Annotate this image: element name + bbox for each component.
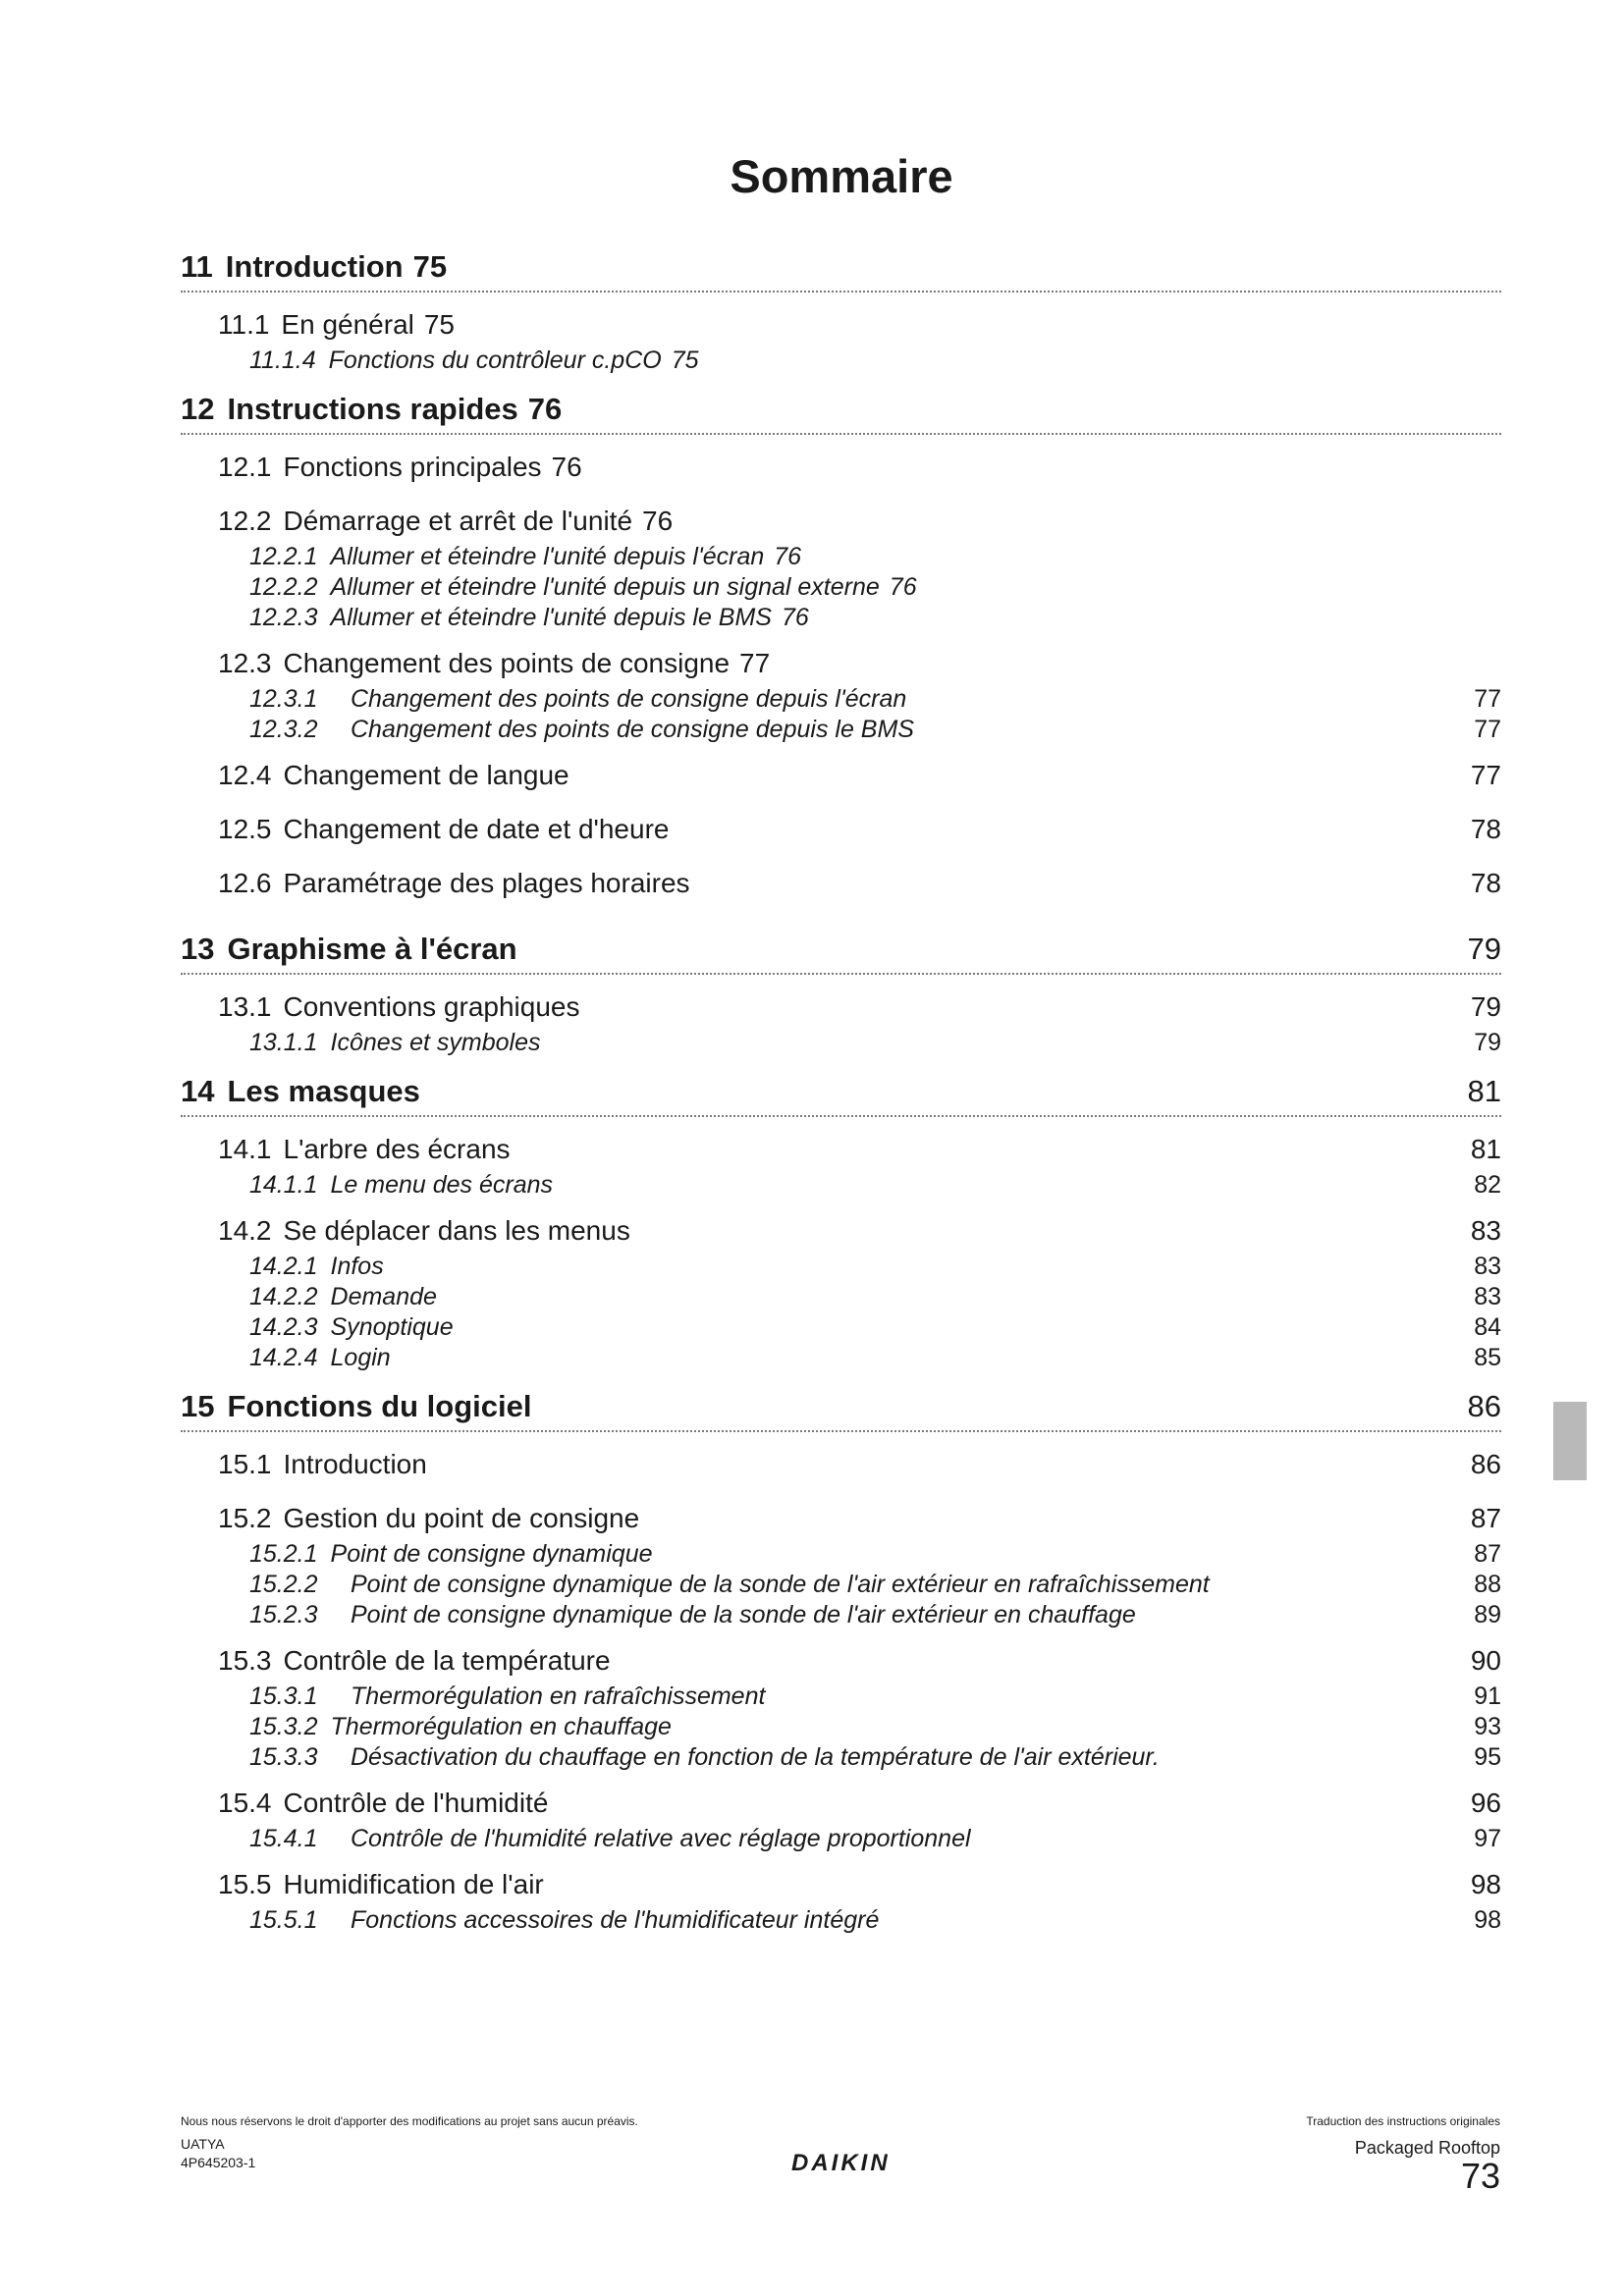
- chapter-number: 15: [181, 1389, 215, 1423]
- subsection-page-number: 87: [1474, 1540, 1501, 1568]
- subsection-entry: [181, 1170, 1501, 1201]
- section-entry: [181, 447, 1501, 488]
- chapter-title: Instructions rapides: [227, 392, 518, 426]
- subsection-number: 15.3.2: [249, 1713, 318, 1740]
- subsection-title: Changement des points de consigne depuis l'écran: [351, 685, 907, 713]
- subsection-page-number: 97: [1474, 1825, 1501, 1852]
- subsection-number: 15.4.1: [249, 1825, 318, 1852]
- footer-notice: Nous nous réservons le droit d'apporter des modifications au projet sans aucun préavis.: [181, 2114, 638, 2128]
- subsection-title: Fonctions accessoires de l'humidificateur intégré: [351, 1906, 880, 1934]
- section-page-number: 86: [1470, 1449, 1501, 1479]
- subsection-entry: [181, 1570, 1501, 1600]
- subsection-page-number: 93: [1474, 1713, 1501, 1740]
- subsection-number: 14.2.2: [249, 1283, 318, 1310]
- section-entry: [181, 304, 1501, 346]
- chapter-number: 11: [181, 249, 213, 284]
- chapter-title: Fonctions du logiciel: [227, 1389, 532, 1423]
- section-number: 13.1: [218, 991, 272, 1022]
- section-page-number: 98: [1470, 1869, 1501, 1899]
- subsection-number: 15.5.1: [249, 1906, 318, 1934]
- section-title: Changement de langue: [283, 760, 569, 790]
- subsection-title: Icônes et symboles: [330, 1029, 541, 1056]
- subsection-page-number: 83: [1474, 1253, 1501, 1280]
- section-title: Changement de date et d'heure: [283, 814, 670, 844]
- chapter-entry: [181, 243, 1501, 293]
- chapter-entry: [181, 926, 1501, 975]
- subsection-page-number: 79: [1474, 1029, 1501, 1056]
- subsection-entry: [181, 1682, 1501, 1712]
- subsection-title: Synoptique: [330, 1313, 454, 1341]
- chapter-title: Les masques: [227, 1074, 420, 1108]
- subsection-entry: [181, 1312, 1501, 1343]
- section-title: Paramétrage des plages horaires: [283, 868, 690, 898]
- subsection-entry: [181, 715, 1501, 745]
- subsection-title: Changement des points de consigne depuis le BMS: [351, 716, 914, 743]
- subsection-page-number: 75: [671, 347, 699, 374]
- subsection-entry: [181, 346, 1501, 376]
- chapter-title: Graphisme à l'écran: [227, 932, 517, 966]
- subsection-page-number: 83: [1474, 1283, 1501, 1310]
- subsection-title: Le menu des écrans: [330, 1171, 554, 1199]
- section-title: Fonctions principales: [283, 452, 542, 482]
- section-entry: [181, 501, 1501, 542]
- section-title: Démarrage et arrêt de l'unité: [283, 506, 633, 536]
- chapter-page-number: 86: [1467, 1389, 1501, 1423]
- section-number: 15.3: [218, 1645, 272, 1676]
- section-page-number: 83: [1470, 1215, 1501, 1246]
- section-number: 12.5: [218, 814, 272, 844]
- subsection-number: 12.2.1: [249, 543, 318, 570]
- subsection-number: 14.2.3: [249, 1313, 318, 1341]
- section-number: 12.2: [218, 506, 272, 536]
- subsection-entry: [181, 1742, 1501, 1773]
- section-page-number: 79: [1470, 991, 1501, 1022]
- subsection-page-number: 85: [1474, 1344, 1501, 1371]
- subsection-title: Contrôle de l'humidité relative avec réglage proportionnel: [351, 1825, 971, 1852]
- chapter-entry: [181, 1068, 1501, 1117]
- subsection-entry: [181, 1712, 1501, 1742]
- page-title: Sommaire: [730, 150, 953, 202]
- chapter-tab-marker: [1553, 1402, 1587, 1480]
- chapter-entry: [181, 386, 1501, 435]
- chapter-number: 14: [181, 1074, 215, 1108]
- subsection-entry: [181, 1824, 1501, 1854]
- chapter-title: Introduction: [225, 249, 404, 284]
- section-number: 12.1: [218, 452, 272, 482]
- subsection-entry: [181, 603, 1501, 633]
- chapter-page-number: 79: [1467, 932, 1501, 966]
- section-number: 11.1: [218, 309, 270, 340]
- section-entry: [181, 1783, 1501, 1824]
- section-number: 15.1: [218, 1449, 272, 1479]
- subsection-entry: [181, 1905, 1501, 1936]
- section-number: 14.1: [218, 1134, 272, 1164]
- chapter-number: 13: [181, 932, 215, 966]
- section-number: 15.4: [218, 1788, 272, 1818]
- subsection-entry: [181, 1343, 1501, 1373]
- subsection-title: Allumer et éteindre l'unité depuis l'écran: [330, 543, 765, 570]
- subsection-number: 11.1.4: [249, 347, 316, 374]
- subsection-title: Fonctions du contrôleur c.pCO: [328, 347, 662, 374]
- subsection-title: Point de consigne dynamique de la sonde de l'air extérieur en chauffage: [351, 1601, 1136, 1629]
- subsection-entry: [181, 1539, 1501, 1570]
- subsection-title: Point de consigne dynamique: [330, 1540, 653, 1568]
- section-number: 12.6: [218, 868, 272, 898]
- section-page-number: 78: [1470, 868, 1501, 898]
- subsection-page-number: 91: [1474, 1682, 1501, 1710]
- subsection-title: Allumer et éteindre l'unité depuis un signal externe: [330, 573, 880, 601]
- chapter-page-number: 75: [412, 249, 448, 284]
- subsection-title: Allumer et éteindre l'unité depuis le BMS: [330, 604, 772, 631]
- section-title: Gestion du point de consigne: [283, 1503, 640, 1533]
- section-page-number: 76: [642, 506, 674, 536]
- section-entry: [181, 643, 1501, 684]
- subsection-page-number: 88: [1474, 1571, 1501, 1598]
- subsection-number: 12.3.2: [249, 716, 318, 743]
- subsection-number: 13.1.1: [249, 1029, 318, 1056]
- table-of-contents: [181, 243, 1501, 1936]
- footer-page-number: 73: [1460, 2156, 1500, 2196]
- subsection-entry: [181, 1600, 1501, 1630]
- subsection-number: 12.3.1: [249, 685, 318, 713]
- subsection-page-number: 76: [774, 543, 802, 570]
- section-title: En général: [281, 309, 414, 340]
- section-page-number: 87: [1470, 1503, 1501, 1533]
- section-entry: [181, 1640, 1501, 1682]
- subsection-number: 15.2.1: [249, 1540, 318, 1568]
- section-page-number: 96: [1470, 1788, 1501, 1818]
- section-entry: [181, 863, 1501, 904]
- subsection-number: 14.1.1: [249, 1171, 318, 1199]
- subsection-page-number: 84: [1474, 1313, 1501, 1341]
- footer-doc-number: 4P645203-1: [181, 2155, 256, 2170]
- subsection-number: 12.2.3: [249, 604, 318, 631]
- section-page-number: 81: [1470, 1134, 1501, 1164]
- section-number: 15.2: [218, 1503, 272, 1533]
- section-page-number: 77: [1470, 760, 1501, 790]
- subsection-title: Point de consigne dynamique de la sonde de l'air extérieur en rafraîchissement: [351, 1571, 1210, 1598]
- subsection-number: 12.2.2: [249, 573, 318, 601]
- subsection-number: 15.3.1: [249, 1682, 318, 1710]
- section-number: 14.2: [218, 1215, 272, 1246]
- section-title: Introduction: [283, 1449, 427, 1479]
- chapter-page-number: 76: [527, 392, 563, 426]
- subsection-number: 14.2.1: [249, 1253, 318, 1280]
- section-page-number: 77: [739, 648, 771, 678]
- subsection-entry: [181, 572, 1501, 603]
- footer-translation-note: Traduction des instructions originales: [1306, 2114, 1500, 2128]
- subsection-page-number: 77: [1474, 685, 1501, 713]
- section-page-number: 75: [423, 309, 456, 340]
- subsection-entry: [181, 1282, 1501, 1312]
- section-entry: [181, 1864, 1501, 1905]
- subsection-page-number: 89: [1474, 1601, 1501, 1629]
- subsection-page-number: 76: [889, 573, 917, 601]
- section-page-number: 78: [1470, 814, 1501, 844]
- section-title: Humidification de l'air: [283, 1869, 544, 1899]
- subsection-title: Login: [330, 1344, 391, 1371]
- chapter-page-number: 81: [1467, 1074, 1501, 1108]
- section-number: 12.3: [218, 648, 272, 678]
- subsection-number: 15.3.3: [249, 1743, 318, 1771]
- section-page-number: 76: [551, 452, 582, 482]
- subsection-page-number: 76: [781, 604, 809, 631]
- section-number: 12.4: [218, 760, 272, 790]
- chapter-number: 12: [181, 392, 215, 426]
- subsection-entry: [181, 684, 1501, 715]
- section-entry: [181, 1444, 1501, 1485]
- footer-model: UATYA: [181, 2136, 225, 2152]
- section-title: Se déplacer dans les menus: [283, 1215, 630, 1246]
- footer-product-name: Packaged Rooftop: [1354, 2138, 1500, 2158]
- section-entry: [181, 1498, 1501, 1539]
- subsection-title: Infos: [330, 1253, 384, 1280]
- subsection-number: 15.2.3: [249, 1601, 318, 1629]
- section-title: Conventions graphiques: [283, 991, 580, 1022]
- subsection-number: 14.2.4: [249, 1344, 318, 1371]
- section-title: Changement des points de consigne: [283, 648, 731, 678]
- subsection-entry: [181, 542, 1501, 572]
- section-entry: [181, 809, 1501, 850]
- subsection-entry: [181, 1252, 1501, 1282]
- section-title: L'arbre des écrans: [283, 1134, 511, 1164]
- daikin-logo: DAIKIN: [791, 2150, 891, 2176]
- section-title: Contrôle de l'humidité: [283, 1788, 549, 1818]
- subsection-title: Désactivation du chauffage en fonction de la température de l'air extérieur.: [351, 1743, 1160, 1771]
- subsection-title: Demande: [330, 1283, 437, 1310]
- section-title: Contrôle de la température: [283, 1645, 611, 1676]
- section-entry: [181, 1129, 1501, 1170]
- subsection-number: 15.2.2: [249, 1571, 318, 1598]
- subsection-page-number: 95: [1474, 1743, 1501, 1771]
- section-entry: [181, 755, 1501, 796]
- subsection-title: Thermorégulation en chauffage: [330, 1713, 672, 1740]
- subsection-title: Thermorégulation en rafraîchissement: [351, 1682, 766, 1710]
- chapter-entry: [181, 1383, 1501, 1432]
- subsection-page-number: 82: [1474, 1171, 1501, 1199]
- subsection-entry: [181, 1028, 1501, 1058]
- subsection-page-number: 77: [1474, 716, 1501, 743]
- section-entry: [181, 987, 1501, 1028]
- section-number: 15.5: [218, 1869, 272, 1899]
- section-entry: [181, 1210, 1501, 1252]
- section-page-number: 90: [1470, 1645, 1501, 1676]
- subsection-page-number: 98: [1474, 1906, 1501, 1934]
